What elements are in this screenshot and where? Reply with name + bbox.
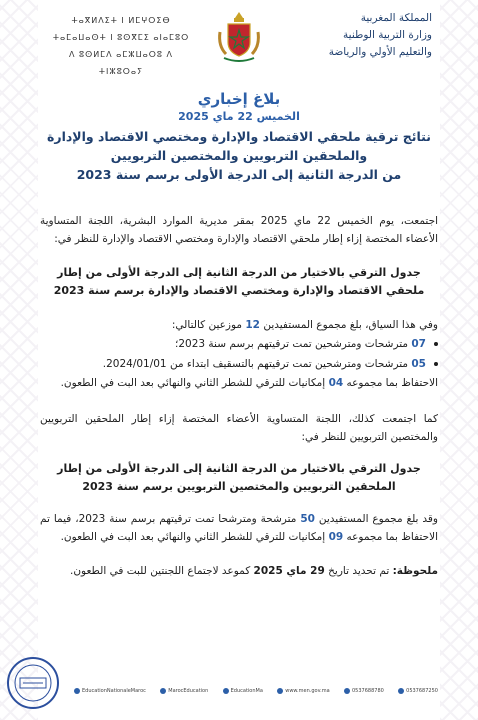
list-item: 07 مترشحات ومترشحين تمت ترقيتهم برسم سنة 2023؛ bbox=[40, 334, 438, 354]
note-paragraph: ملحوظة: تم تحديد تاريخ 29 ماي 2025 كموعد لاجتماع اللجنتين للبت في الطعون. bbox=[69, 565, 438, 577]
section1-bullets bbox=[40, 334, 438, 374]
fax-number: 0537687250 bbox=[398, 688, 438, 694]
document-date: الخميس 22 ماي 2025 bbox=[178, 110, 300, 123]
letterhead bbox=[46, 10, 432, 76]
globe-icon bbox=[277, 688, 283, 694]
list-item: 05 مترشحات ومترشحين تمت ترقيتهم بالتسقيف ابتداء من 2024/01/01. bbox=[40, 354, 438, 374]
fax-icon bbox=[398, 688, 404, 694]
intro-paragraph: اجتمعت، يوم الخميس 22 ماي 2025 بمقر مديرية الموارد البشرية، اللجنة المتساوية الأعضاء المختصة إزاء إطار ملحقي الاقتصاد والإدارة ومختصي الاقتصاد والإدارة للنظر في: bbox=[40, 215, 438, 245]
facebook-icon bbox=[74, 688, 80, 694]
tifinagh-ministry-name: ⵜⴰⴳⵍⴷⵉⵜ ⵏ ⵍⵎⵖⵔⵉⴱ ⵜⴰⵎⴰⵡⴰⵙⵜ ⵏ ⵓⵙⴳⵎⵉ ⴰⵏⴰⵎⵓⵔ ⴷ ⵓⵙⵍⵎⴷ ⴰⵎⵣⵡⴰⵔⵓ ⴷ ⵜⵏⵣⵓⵔⴰⵢ bbox=[52, 16, 190, 76]
section1-lead: وفي هذا السياق، بلغ مجموع المستفيدين 12 موزعين كالتالي: bbox=[171, 319, 438, 331]
twitter-icon bbox=[160, 688, 166, 694]
website-link[interactable]: www.men.gov.ma bbox=[277, 688, 329, 694]
document-title: بلاغ إخباري bbox=[197, 90, 281, 108]
instagram-link[interactable]: EducationMa bbox=[223, 688, 263, 694]
instagram-icon bbox=[223, 688, 229, 694]
contact-footer bbox=[74, 684, 438, 698]
official-stamp-icon bbox=[6, 656, 60, 710]
section1-heading: جدول الترقي بالاختيار من الدرجة الثانية إلى الدرجة الأولى من إطار ملحقي الاقتصاد والإدارة ومختصي الاقتصاد والإدارة برسم سنة 2023 bbox=[53, 266, 425, 297]
phone-icon bbox=[344, 688, 350, 694]
facebook-link[interactable]: EducationNationaleMaroc bbox=[74, 688, 146, 694]
decorative-pattern-right bbox=[440, 0, 478, 720]
twitter-link[interactable]: MarocEducation bbox=[160, 688, 208, 694]
section2-paragraph: وقد بلغ مجموع المستفيدين 50 مترشحة ومترشحا تمت ترقيتهم برسم سنة 2023، فيما تم الاحتفاظ بما مجموعه 09 إمكانيات للترقي للشطر الثاني والنهائي بعد البت في الطعون. bbox=[40, 513, 438, 543]
coat-of-arms-icon bbox=[216, 10, 262, 64]
section2-intro: كما اجتمعت كذلك، اللجنة المتساوية الأعضاء المختصة إزاء إطار الملحقين التربويين والمختصين التربويين للنظر في: bbox=[40, 413, 438, 443]
phone-number: 0537688780 bbox=[344, 688, 384, 694]
decorative-pattern-left bbox=[0, 0, 38, 720]
arabic-ministry-name: المملكة المغربية وزارة التربية الوطنية والتعليم الأولي والرياضة bbox=[328, 12, 432, 58]
section1-reserve: الاحتفاظ بما مجموعه 04 إمكانيات للترقي للشطر الثاني والنهائي بعد البت في الطعون. bbox=[60, 377, 438, 389]
document-subject: نتائج ترقية ملحقي الاقتصاد والإدارة ومختصي الاقتصاد والإدارة والملحقين التربويين والمختصين التربويين من الدرجة الثانية إلى الدرجة الأولى برسم سنة 2023 bbox=[47, 129, 431, 182]
release-body bbox=[40, 90, 438, 580]
section2-heading: جدول الترقي بالاختيار من الدرجة الثانية إلى الدرجة الأولى من إطار الملحقين التربويين والمختصين التربويين برسم سنة 2023 bbox=[57, 462, 421, 493]
